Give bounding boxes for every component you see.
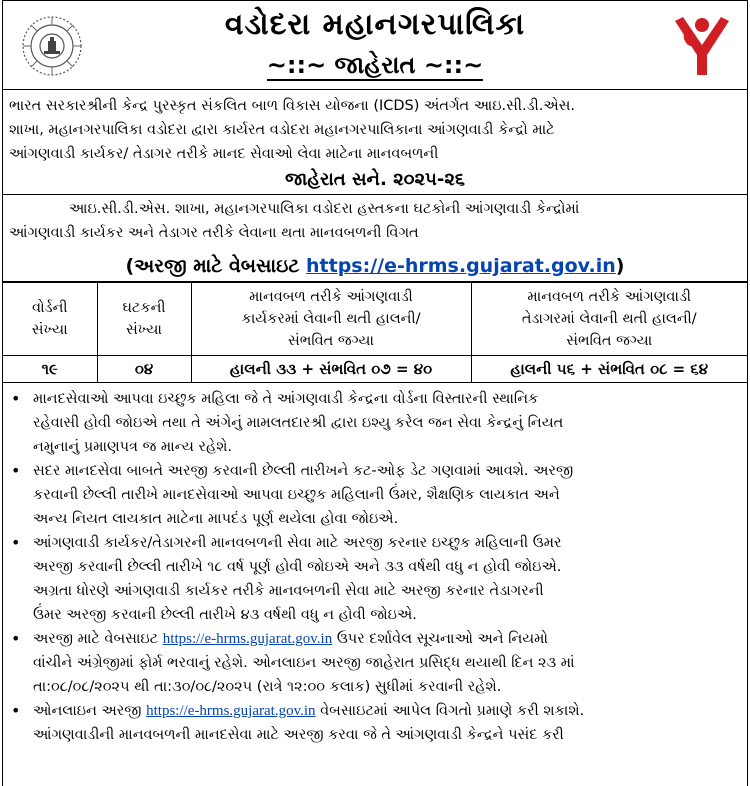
section-line: આંગણવાડી કાર્યકર અને તેડાગર તરીકે લેવાના થતા માનવબળની વિગત — [9, 225, 419, 241]
section-description — [3, 195, 747, 251]
table-row — [3, 356, 747, 383]
header-unit-count: ઘટકની સંખ્યા — [97, 283, 191, 356]
advertisement-heading: ~::~ જાહેરાત ~::~ — [266, 51, 484, 79]
list-item: • અરજી માટે વેબસાઇટ https://e-hrms.gujarat.gov.in ઉપર દર્શાવેલ સૂચનાઓ અને નિયમો વાંચીને અંગ્રેજીમાં ફોર્મ ભરવાનું રહેશે. ઓનલાઇન અરજી જાહેરાત પ્રસિદ્ધ થયાથી દિન ૨૩ માં તા:૦૮/૦૮/૨૦૨૫ થી તા:૩૦/૦૮/૨૦૨૫ (રાત્રે ૧૨:૦૦ કલાક) સુધીમાં કરવાની રહેશે. — [33, 627, 739, 699]
table-header-row — [3, 283, 747, 356]
list-item: • સદર માનદસેવા બાબતે અરજી કરવાની છેલ્લી તારીખને કટ-ઓફ ડેટ ગણવામાં આવશે. અરજી કરવાની છેલ્લી તારીખે માનદસેવાઓ આપવા ઇચ્છુક મહિલાની ઉંમર, શૈક્ષણિક લાયકાત અને અન્ય નિયત લાયકાત માટેના માપદંડ પૂર્ણ થયેલા હોવા જોઇએ. — [33, 459, 739, 531]
intro-line: આંગણવાડી કાર્યકર/ તેડાગર તરીકે માનદ સેવાઓ લેવા માટેના માનવબળની — [9, 146, 439, 162]
cell-ward-count: ૧૯ — [3, 356, 97, 383]
website-link[interactable]: https://e-hrms.gujarat.gov.in — [162, 631, 333, 647]
intro-paragraph — [3, 90, 747, 166]
advertisement-page — [2, 0, 748, 786]
header-ward-count: વોર્ડની સંખ્યા — [3, 283, 97, 356]
header-worker-posts: માનવબળ તરીકે આંગણવાડી કાર્યકરમાં લેવાની થતી હાલની/ સંભવિત જગ્યા — [191, 283, 471, 356]
list-item: • ઓનલાઇન અરજી https://e-hrms.gujarat.gov.in વેબસાઇટમાં આપેલ વિગતો પ્રમાણે કરી શકાશે. આંગણવાડીની માનવબળની માનદસેવા માટે અરજી કરવા જે તે આંગણવાડી કેન્દ્રને પસંદ કરી — [33, 699, 739, 747]
list-item: • આંગણવાડી કાર્યકર/તેડાગરની માનવબળની સેવા માટે અરજી કરનાર ઇચ્છુક મહિલાની ઉમર અરજી કરવાની છેલ્લી તારીખે ૧૮ વર્ષ પૂર્ણ હોવી જોઇએ અને ૩૩ વર્ષથી વધુ ન હોવી જોઇએ. અગ્રતા ધોરણે આંગણવાડી કાર્યકર તરીકે માનવબળની સેવા માટે અરજી કરનાર તેડાગરની ઉંમર અરજી કરવાની છેલ્લી તારીખે ૪૩ વર્ષથી વધુ ન હોવી જોઇએ. — [33, 531, 739, 627]
website-link[interactable]: https://e-hrms.gujarat.gov.in — [146, 703, 316, 719]
cell-helper-posts: હાલની ૫૬ + સંભવિત ૦૮ = ૬૪ — [471, 356, 747, 383]
intro-line: ભારત સરકારશ્રીની કેન્દ્ર પુરસ્કૃત સંકલિત બાળ વિકાસ યોજના (ICDS) અંતર્ગત આઇ.સી.ડી.એસ. — [9, 98, 575, 114]
cell-worker-posts: હાલની ૩૩ + સંભવિત ૦૭ = ૪૦ — [191, 356, 471, 383]
header — [3, 1, 747, 90]
vacancy-table — [3, 282, 747, 383]
icds-logo-icon — [667, 11, 737, 81]
advertisement-year: જાહેરાત સને. ૨૦૨૫-૨૬ — [3, 166, 747, 195]
section-line: આઇ.સી.ડી.એસ. શાખા, મહાનગરપાલિકા વડોદરા હસ્તકના ઘટકોની આંગણવાડી કેન્દ્રોમાં — [69, 201, 580, 217]
list-item: • માનદસેવાઓ આપવા ઇચ્છુક મહિલા જે તે આંગણવાડી કેન્દ્રના વોર્ડના વિસ્તારની સ્થાનિક રહેવાસી હોવી જોઇએ તથા તે અંગેનું મામલતદારશ્રી દ્વારા ઇશ્યુ કરેલ જન સેવા કેન્દ્રનું નિયત નમુનાનું પ્રમાણપત્ર જ માન્ય રહેશે. — [33, 387, 739, 459]
website-prefix: (અરજી માટે વેબસાઇટ — [125, 255, 306, 277]
cell-unit-count: ૦૪ — [97, 356, 191, 383]
website-suffix: ) — [615, 255, 625, 277]
header-helper-posts: માનવબળ તરીકે આંગણવાડી તેડાગરમાં લેવાની થતી હાલની/ સંભવિત જગ્યા — [471, 283, 747, 356]
page-title: વડોદરા મહાનગરપાલિકા — [224, 7, 526, 42]
website-line — [3, 251, 747, 282]
intro-line: શાખા, મહાનગરપાલિકા વડોદરા દ્વારા કાર્યરત વડોદરા મહાનગરપાલિકાના આંગણવાડી કેન્દ્રો માટે — [9, 122, 555, 138]
website-link[interactable]: https://e-hrms.gujarat.gov.in — [306, 255, 616, 277]
notes-list — [3, 383, 747, 747]
